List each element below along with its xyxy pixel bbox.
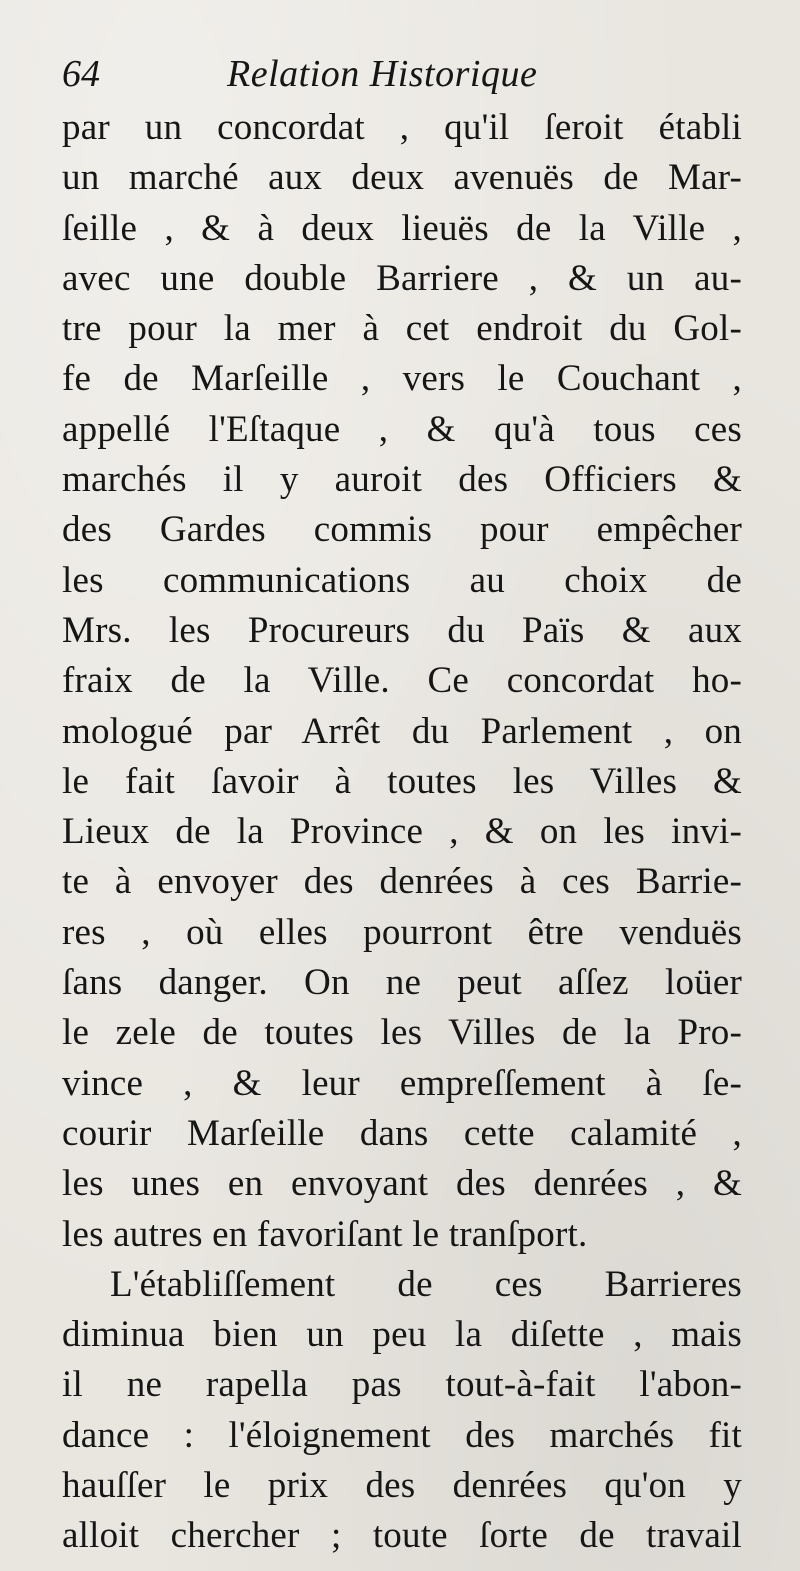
paragraph — [62, 1260, 742, 1562]
text-line: par un concordat , qu'il ſeroit établi — [62, 107, 742, 148]
text-line: il ne rapella pas tout-à-fait l'abon- — [62, 1364, 742, 1406]
text-line: fraix de la Ville. Ce concordat ho- — [62, 660, 742, 702]
text-line: avec une double Barriere , & un au- — [62, 257, 742, 299]
text-line: res , où elles pourront être venduës — [62, 911, 742, 953]
text-line: ſans danger. On ne peut aſſez loüer — [62, 962, 742, 1004]
text-line: vince , & leur empreſſement à ſe- — [62, 1062, 742, 1104]
text-line: les unes en envoyant des denrées , & — [62, 1163, 742, 1205]
running-head — [62, 46, 742, 102]
text-line: les communications au choix de — [62, 559, 742, 601]
text-line: Lieux de la Province , & on les invi- — [62, 811, 742, 853]
text-line: hauſſer le prix des denrées qu'on y — [62, 1465, 742, 1507]
text-line: le zele de toutes les Villes de la Pro- — [62, 1012, 742, 1054]
body-text — [62, 103, 742, 1562]
text-line: des Gardes commis pour empêcher — [62, 509, 742, 551]
text-line: un marché aux deux avenuës de Mar- — [62, 157, 742, 199]
text-line: fe de Marſeille , vers le Couchant , — [62, 358, 742, 400]
text-line: diminua bien un peu la diſette , mais — [62, 1314, 742, 1356]
text-line: te à envoyer des denrées à ces Barrie- — [62, 861, 742, 903]
text-line: courir Marſeille dans cette calamité , — [62, 1112, 742, 1154]
running-title: Relation Historique — [227, 53, 538, 95]
text-line: L'établiſſement de ces Barrieres — [110, 1263, 742, 1305]
text-line: ſeille , & à deux lieuës de la Ville , — [62, 207, 742, 249]
text-line: appellé l'Eſtaque , & qu'à tous ces — [62, 408, 742, 450]
text-line: tre pour la mer à cet endroit du Gol- — [62, 308, 742, 350]
text-line: marchés il y auroit des Officiers & — [62, 459, 742, 501]
page-number: 64 — [62, 53, 100, 95]
text-line: les autres en favoriſant le tranſport. — [62, 1213, 588, 1255]
text-line: le fait ſavoir à toutes les Villes & — [62, 760, 742, 802]
text-line: dance : l'éloignement des marchés fit — [62, 1414, 742, 1456]
text-line: alloit chercher ; toute ſorte de travail — [62, 1515, 742, 1557]
paragraph — [62, 103, 742, 1260]
text-line: mologué par Arrêt du Parlement , on — [62, 710, 742, 752]
text-line: Mrs. les Procureurs du Païs & aux — [62, 609, 742, 651]
